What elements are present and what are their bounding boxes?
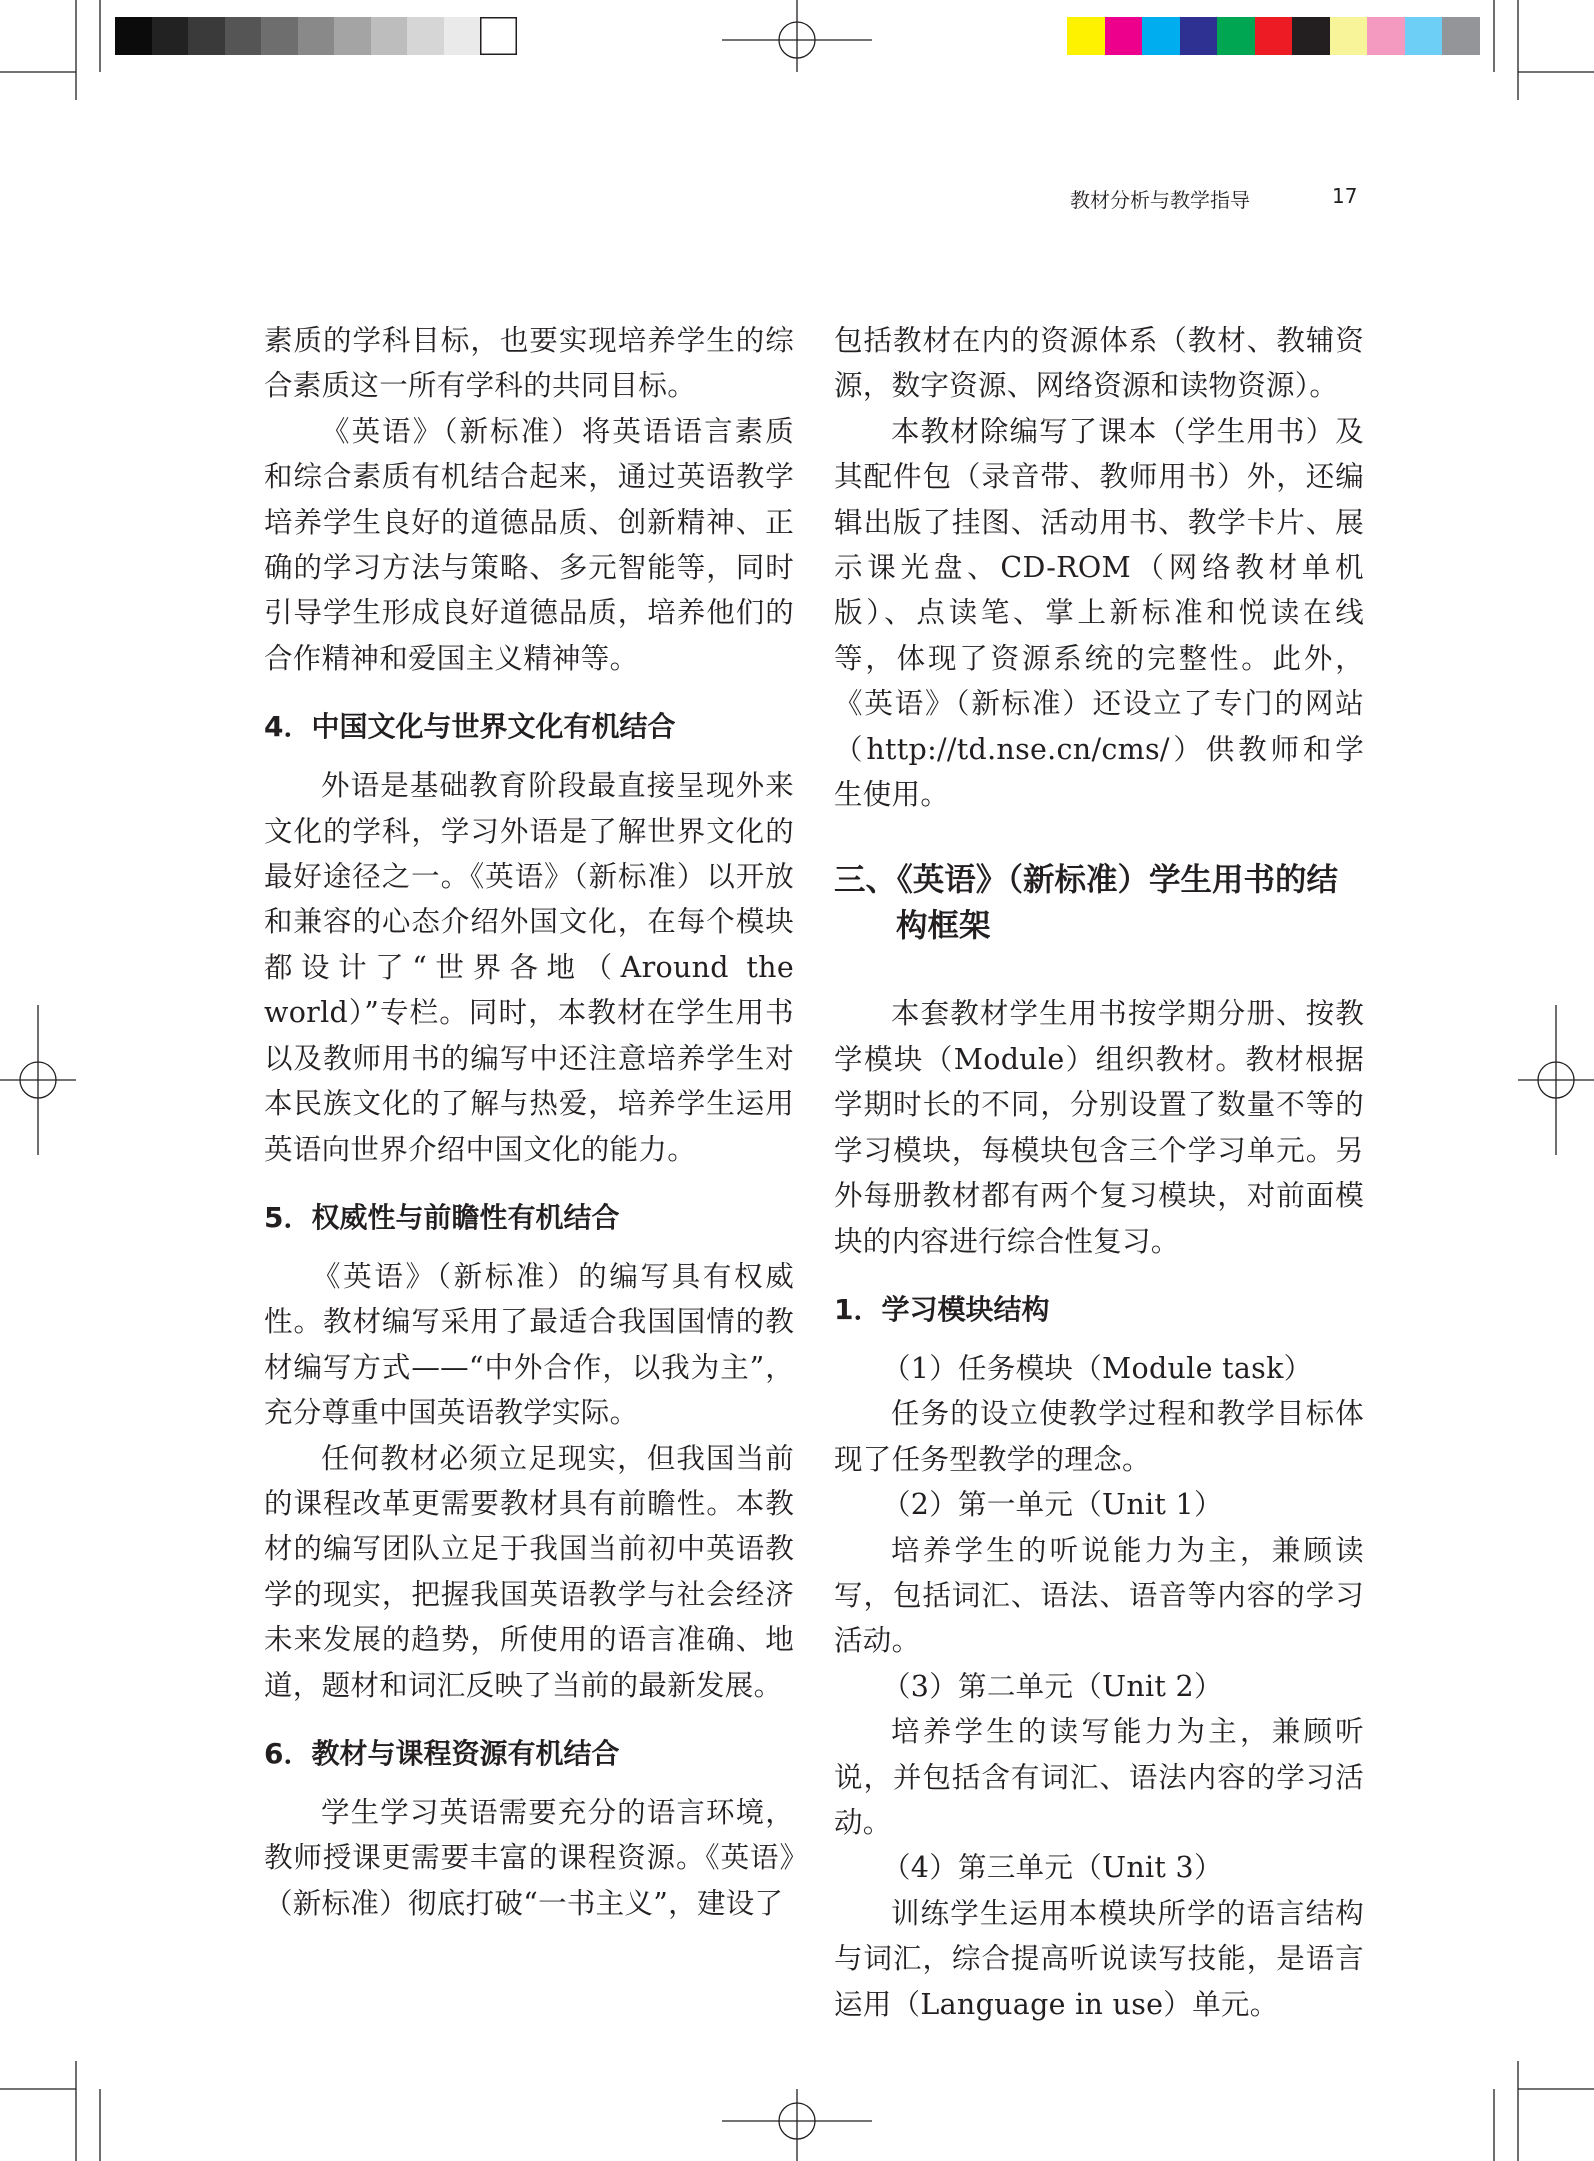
color-swatch [261,17,298,55]
color-swatch [1255,17,1293,55]
paragraph: 《英语》（新标准）将英语语言素质和综合素质有机结合起来，通过英语教学培养学生良好的道德品质、创新精神、正确的学习方法与策略、多元智能等，同时引导学生形成良好道德品质，培养他们的合作精神和爱国主义精神等。 [264,414,794,675]
color-swatch [1442,17,1480,55]
chapter-heading: 三、《英语》（新标准）学生用书的结构框架 [834,862,1339,945]
paragraph: 本教材除编写了课本（学生用书）及其配件包（录音带、教师用书）外，还编辑出版了挂图、活动用书、教学卡片、展示课光盘、CD-ROM（网络教材单机版）、点读笔、掌上新标准和悦读在线等，体现了资源系统的完整性。此外，《英语》（新标准）还设立了专门的网站（http://td.nse.cn/cms/）供教师和学生使用。 [834,414,1364,812]
color-swatch [1105,17,1143,55]
color-swatch [152,17,189,55]
color-swatch [1142,17,1180,55]
paragraph: 本套教材学生用书按学期分册、按教学模块（Module）组织教材。教材根据学期时长的不同，分别设置了数量不等的学习模块，每模块包含三个学习单元。另外每册教材都有两个复习模块，对前面模块的内容进行综合性复习。 [834,997,1364,1258]
color-swatch [1292,17,1330,55]
paragraph: 培养学生的读写能力为主，兼顾听说，并包括含有词汇、语法内容的学习活动。 [834,1715,1364,1839]
color-swatch [188,17,225,55]
list-item-heading: （3）第二单元（Unit 2） [882,1669,1223,1703]
paragraph: 学生学习英语需要充分的语言环境，教师授课更需要丰富的课程资源。《英语》（新标准）彻底打破“一书主义”，建设了 [264,1795,794,1920]
color-swatch [1067,17,1105,55]
page-number: 17 [1332,184,1358,208]
section-heading-1: 1．学习模块结构 [834,1292,1050,1326]
paragraph: 《英语》（新标准）的编写具有权威性。教材编写采用了最适合我国国情的教材编写方式——“中外合作，以我为主”，充分尊重中国英语教学实际。 [264,1259,794,1430]
color-swatch [1405,17,1443,55]
running-title: 教材分析与教学指导 [1070,188,1250,212]
paragraph: 训练学生运用本模块所学的语言结构与词汇，综合提高听说读写技能，是语言运用（Language in use）单元。 [834,1896,1364,2021]
section-heading-6: 6．教材与课程资源有机结合 [264,1736,620,1770]
paragraph: 任务的设立使教学过程和教学目标体现了任务型教学的理念。 [834,1397,1364,1476]
left-column [264,318,794,1926]
section-heading-4: 4．中国文化与世界文化有机结合 [264,710,676,744]
color-swatch [371,17,408,55]
color-swatch [407,17,444,55]
color-swatch [1367,17,1405,55]
color-swatch [480,17,517,55]
color-swatch [334,17,371,55]
color-swatch [298,17,335,55]
paragraph: 培养学生的听说能力为主，兼顾读写，包括词汇、语法、语音等内容的学习活动。 [834,1533,1364,1658]
color-swatch [444,17,481,55]
right-column [834,318,1364,2027]
paragraph: 任何教材必须立足现实，但我国当前的课程改革更需要教材具有前瞻性。本教材的编写团队立足于我国当前初中英语教学的现实，把握我国英语教学与社会经济未来发展的趋势，所使用的语言准确、地道，题材和词汇反映了当前的最新发展。 [264,1441,794,1702]
color-swatch [1180,17,1218,55]
color-swatch [115,17,152,55]
color-swatch [1330,17,1368,55]
section-heading-5: 5．权威性与前瞻性有机结合 [264,1200,620,1234]
list-item-heading: （1）任务模块（Module task） [882,1351,1313,1385]
paragraph: 包括教材在内的资源体系（教材、教辅资源，数字资源、网络资源和读物资源）。 [834,324,1364,403]
list-item-heading: （4）第三单元（Unit 3） [882,1851,1223,1885]
paragraph: 外语是基础教育阶段最直接呈现外来文化的学科，学习外语是了解世界文化的最好途径之一。《英语》（新标准）以开放和兼容的心态介绍外国文化，在每个模块都设计了“世界各地（Around the world）”专栏。同时，本教材在学生用书以及教师用书的编写中还注意培养学生对本民族文化的了解与热爱，培养学生运用英语向世界介绍中国文化的能力。 [264,769,794,1166]
color-swatch [1217,17,1255,55]
list-item-heading: （2）第一单元（Unit 1） [882,1488,1223,1522]
color-swatch [225,17,262,55]
running-head [1070,184,1370,213]
paragraph: 素质的学科目标，也要实现培养学生的综合素质这一所有学科的共同目标。 [264,324,794,403]
